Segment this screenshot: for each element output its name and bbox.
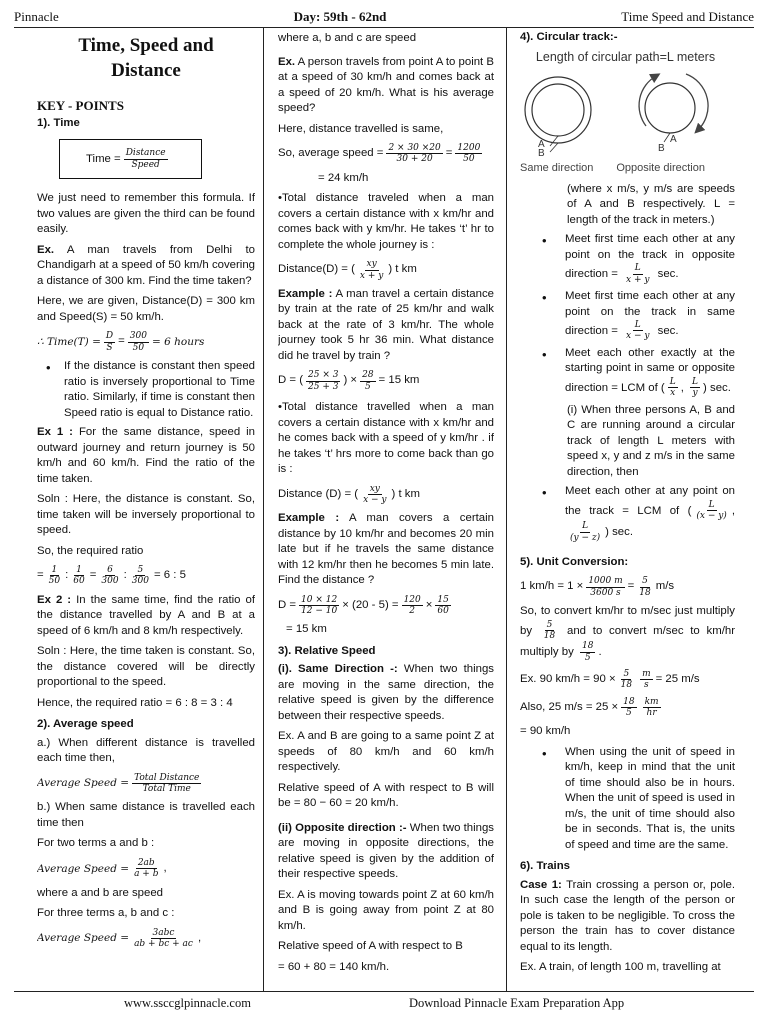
example-2-solution: Soln : Here, the time taken is constant. So, the distance covered will be directly proportional to the speed. <box>37 645 255 689</box>
page-footer <box>14 991 754 1015</box>
column-2 <box>278 29 494 989</box>
opposite-direction-label: Opposite direction <box>616 162 705 174</box>
opposite-direction-relative: Relative speed of A with respect to B <box>278 940 463 953</box>
distance-same-note: Here, distance travelled is same, <box>278 122 444 135</box>
trains-case-1: Case 1: Train crossing a person or, pole. In such case the length of the person or pole is taken to be negligible. To cross the person the train has to cover distance equal to its length. <box>520 878 735 953</box>
time-calculation: ∴ Time(T) = $\frac{D}{S}$ = $\frac{300}{50}$ = 6 hours <box>37 331 205 353</box>
avg-formula-1: Average Speed = $\frac{\text{Total Distance}}{\text{Total Time}}$ <box>37 772 200 795</box>
example-25-ms-result: = 90 km/h <box>520 725 571 738</box>
given-values: Here, we are given, Distance(D) = 300 km and Speed(S) = 50 km/h. <box>37 295 255 323</box>
opposite-direction-example: Ex. A is moving towards point Z at 60 km/h and B is going away from point Z at 80 km/h. <box>278 888 494 932</box>
distance-formula-2: Distance (D) = ( $\frac{xy}{x - y}$ ) t km <box>278 483 420 505</box>
train-walk-calc: D = ( $\frac{25 \times 3}{25 + 3}$ ) × $\frac{28}{5}$ = 15 km <box>278 370 420 392</box>
average-speed-result: = 24 km/h <box>318 171 369 184</box>
track-direction-labels <box>520 161 735 176</box>
same-direction-label: Same direction <box>520 162 594 174</box>
circular-track-diagram <box>520 68 730 160</box>
avg-formula-3: Average Speed = $\frac{\text{3abc}}{ab + bc + ac}$ , <box>37 927 202 949</box>
example-1-solution: Soln : Here, the distance is constant. So, time taken will be inversely proportional to speed. <box>37 493 255 537</box>
opp-dir-label-b: B <box>658 142 665 154</box>
example-90-kmh: Ex. 90 km/h = 90 × $\frac{5}{18}$ $\frac{m}{s}$ = 25 m/s <box>520 668 700 691</box>
opposite-direction-track <box>639 74 708 154</box>
header-day: Day: 59th - 62nd <box>293 8 387 24</box>
bullet-starting-point: • Meet each other exactly at the starting point in same or opposite direction = LCM of ( $\frac{L}{x}$ , $\frac{L}{y}$ ) sec. <box>520 346 735 399</box>
example-2-result: Hence, the required ratio = 6 : 8 = 3 : 4 <box>37 696 233 709</box>
bullet-three-meet: • Meet each other at any point on the track = LCM of ( $\frac{L}{(x - y)}$ , $\frac{L}{(y - z)}$ ) sec. <box>520 484 735 543</box>
average-speed-calc: So, average speed = $\frac{2 \times 30 \times 20}{30 + 20}$ = $\frac{1200}{50}$ <box>278 143 481 165</box>
track-caption: Length of circular path=L meters <box>535 49 716 64</box>
section-trains-heading: 6). Trains <box>520 860 571 873</box>
example-1: Ex 1 : For the same distance, speed in outward journey and return journey is 50 km/h and 60 km/h. Find the ratio of the time taken. <box>37 426 255 485</box>
same-direction-result: Relative speed of A with respect to B will be = 80 − 60 = 20 km/h. <box>278 781 494 810</box>
page-header <box>14 6 754 28</box>
key-points-heading: KEY - POINTS <box>37 98 124 114</box>
track-speed-note: (where x m/s, y m/s are speeds of A and B respectively. L = length of the track in meters.) <box>567 182 735 226</box>
header-topic: Time Speed and Distance <box>621 8 754 24</box>
section-circular-track-heading: 4). Circular track:- <box>520 31 618 43</box>
column-divider-2 <box>506 28 507 991</box>
bullet-same-meet: • Meet first time each other at any point on the track in same direction = $\frac{L}{x - y}$ sec. <box>520 289 735 342</box>
late-result: = 15 km <box>286 623 327 636</box>
conversion-rule: So, to convert km/hr to m/sec just multiply by $\frac{5}{18}$ and to convert m/sec to km/hr multiply by $\frac{18}{5}$ . <box>520 605 735 663</box>
footer-app-promo: Download Pinnacle Exam Preparation App <box>408 996 625 1010</box>
distance-formula-1: Distance(D) = ( $\frac{xy}{x + y}$ ) t km <box>278 259 417 281</box>
same-direction-example: Ex. A and B are going to a same point Z at speeds of 80 km/h and 60 km/h respectively. <box>278 730 494 774</box>
time-formula-box: Time = $\frac{\text{Distance}}{\text{Speed}}$ <box>59 139 202 179</box>
same-direction-track <box>525 77 591 159</box>
bullet-unit-consistency: • When using the unit of speed in km/h, keep in mind that the unit of time should also be in hours. When the unit of speed is used in m/s, the unit of time should also be in seconds. That is, the units of speed and time are the same. <box>520 745 735 854</box>
opposite-direction-rule: (ii) Opposite direction :- When two things are moving in opposite directions, the relative speed is given by the addition of their respective speeds. <box>278 821 494 881</box>
example-1-ratio-intro: So, the required ratio <box>37 544 144 557</box>
three-persons-note: (i) When three persons A, B and C are running around a circular track of length L meters with speed x, y and z m/s in the same direction, then <box>567 403 735 478</box>
total-distance-rule-1: •Total distance traveled when a man covers a certain distance with x km/hr and comes back with y km/hr. He takes ‘t’ hr to complete the whole journey is : <box>278 192 494 251</box>
two-terms-where: where a and b are speed <box>37 886 164 899</box>
column-1 <box>37 29 255 989</box>
header-brand: Pinnacle <box>14 8 59 24</box>
column-3 <box>520 29 735 989</box>
same-direction-rule: (i). Same Direction -: When two things are moving in the same direction, the relative speed is given by the difference between their respective speeds. <box>278 663 494 722</box>
section-relative-speed-heading: 3). Relative Speed <box>278 644 376 657</box>
avg-case-b: b.) When same distance is travelled each time then <box>37 801 255 829</box>
page-title: Time, Speed and Distance <box>78 35 214 82</box>
abc-speed-note: where a, b and c are speed <box>278 32 417 44</box>
footer-website: www.ssccglpinnacle.com <box>124 996 251 1010</box>
same-dir-label-a: A <box>538 138 545 150</box>
three-terms-label: For three terms a, b and c : <box>37 907 175 920</box>
total-distance-rule-2: •Total distance travelled when a man covers a certain distance with x km/hr and he comes back with a speed of y km/hr . if he takes ‘t’ hrs more to come back than go is : <box>278 401 494 476</box>
example-average-speed: Ex. A person travels from point A to point B at a speed of 30 km/h and comes back at a speed of 20 km/h. What is his average speed? <box>278 55 494 114</box>
section-time-heading: 1). Time <box>37 116 80 129</box>
bullet-opposite-meet: • Meet first time each other at any point on the track in opposite direction = $\frac{L}{x + y}$ sec. <box>520 232 735 285</box>
section-unit-conversion-heading: 5). Unit Conversion: <box>520 555 629 568</box>
example-25-ms: Also, 25 m/s = 25 × $\frac{18}{5}$ $\frac{km}{hr}$ <box>520 696 659 718</box>
example-2: Ex 2 : In the same time, find the ratio of the distance travelled by A and B at a speed of 6 km/h and 8 km/h respectively. <box>37 593 255 637</box>
example-train-walk: Example : A man travel a certain distance by train at the rate of 25 km/hr and walk back at the rate of 3 km/hr. The whole journey took 5 hr 36 min. What distance did he travel by train ? <box>278 287 494 362</box>
two-terms-label: For two terms a and b : <box>37 837 155 850</box>
opp-dir-label-a: A <box>670 133 677 145</box>
late-calc: D = $\frac{10 \times 12}{12 - 10}$ × (20 - 5) = $\frac{120}{2}$ × $\frac{15}{60}$ <box>278 594 449 617</box>
opposite-direction-result: = 60 + 80 = 140 km/h. <box>278 960 390 973</box>
same-dir-label-b: B <box>538 147 545 159</box>
avg-case-a: a.) When different distance is travelled each time then, <box>37 736 255 765</box>
example-delhi: Ex. A man travels from Delhi to Chandigarh at a speed of 50 km/h covering a distance of 300 km. Find the time taken? <box>37 243 255 287</box>
trains-case-1-example: Ex. A train, of length 100 m, travelling at <box>520 961 721 974</box>
example-1-ratio: = $\frac{1}{50}$ : $\frac{1}{60}$ = $\frac{6}{300}$ : $\frac{5}{300}$ = 6 : 5 <box>37 565 186 587</box>
column-divider-1 <box>263 28 264 991</box>
section-average-speed-heading: 2). Average speed <box>37 718 134 731</box>
example-late: Example : A man covers a certain distance by 10 km/hr and becomes 20 min late but if he travels the same distance with 12 km/hr then he becomes 5 min late. Find the distance ? <box>278 512 494 587</box>
avg-formula-2: Average Speed = $\frac{2ab}{a + b}$ , <box>37 857 167 880</box>
kmh-to-ms: 1 km/h = 1 × $\frac{1000 m}{3600 s}$ = $\frac{5}{18}$ m/s <box>520 576 675 598</box>
formula-note: We just need to remember this formula. If two values are given the third can be found easily. <box>37 192 255 236</box>
bullet-speed-ratio: • If the distance is constant then speed ratio is inversely proportional to Time ratio. Similarly, if time is constant then Speed ratio is equal to Distance ratio. <box>37 359 255 421</box>
